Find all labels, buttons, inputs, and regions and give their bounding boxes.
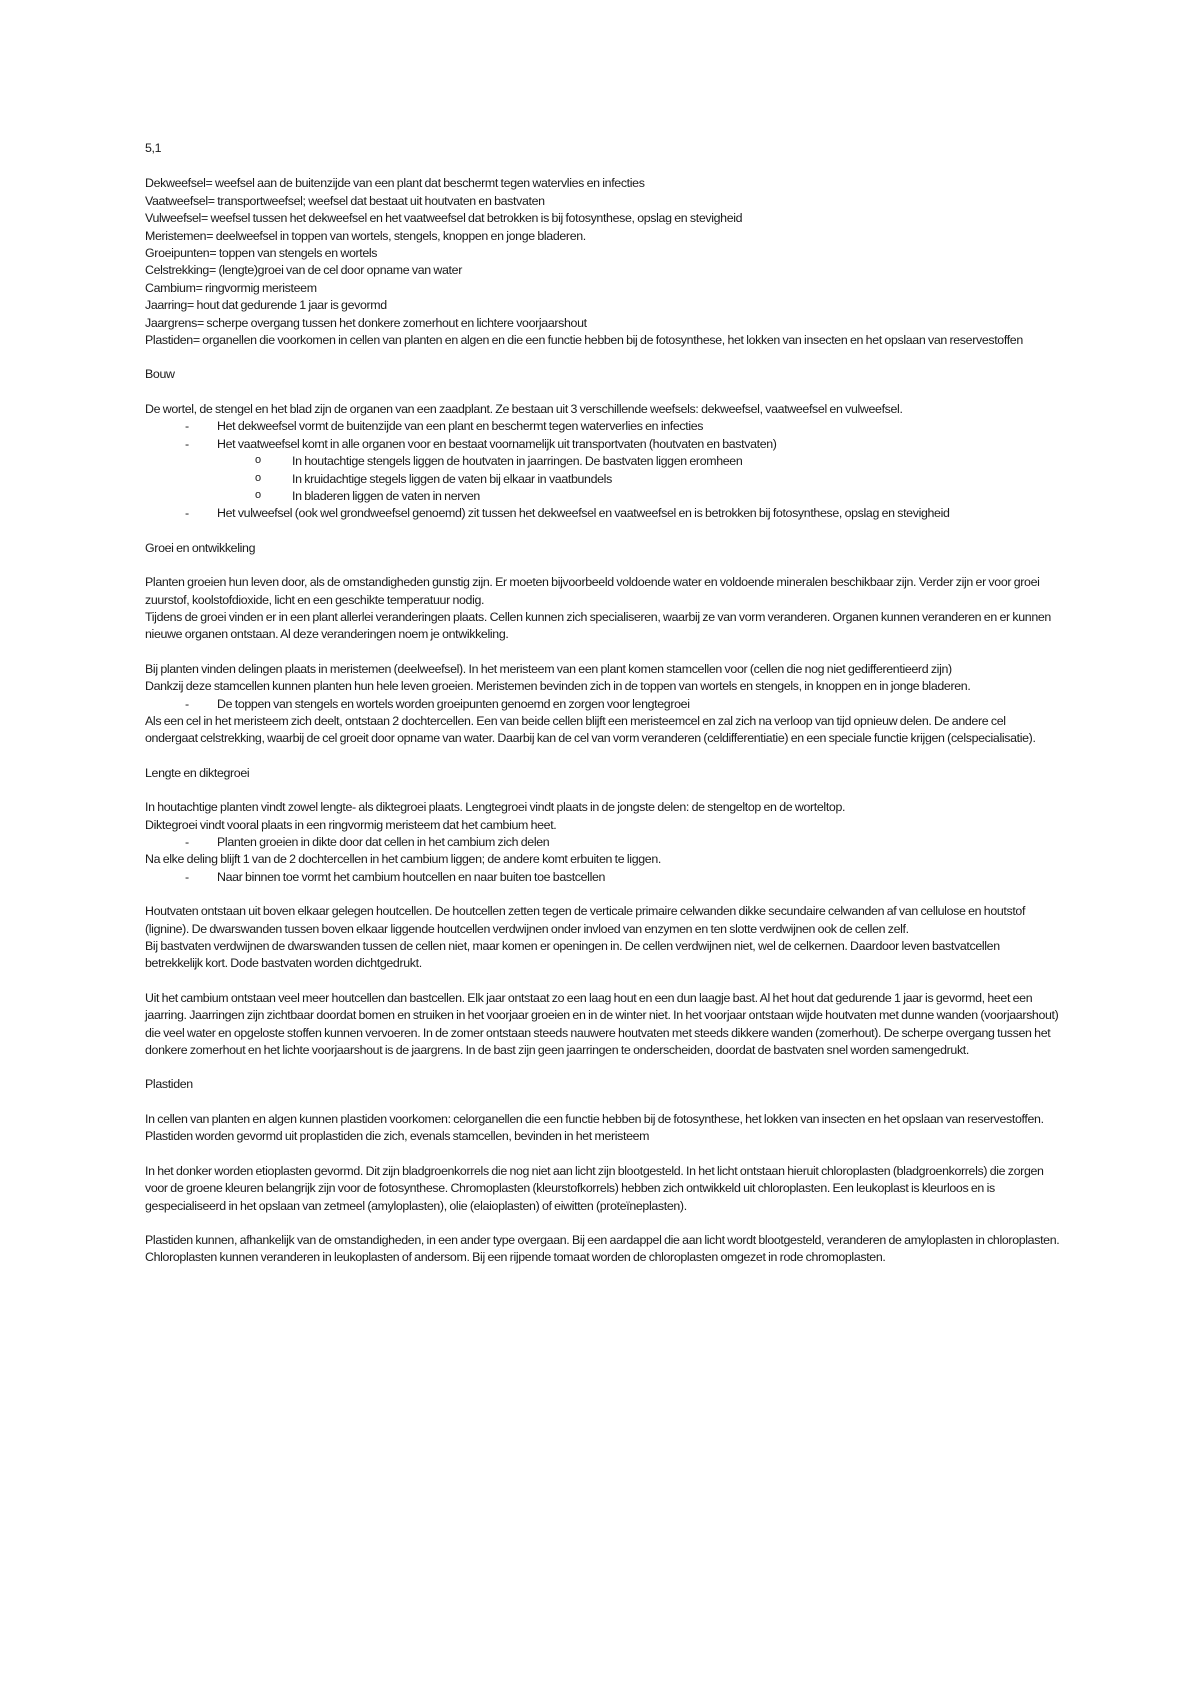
sub-list-item: o In kruidachtige stegels liggen de vaten bij elkaar in vaatbundels	[145, 471, 1060, 488]
page-number: 5,1	[145, 141, 162, 155]
paragraph: Diktegroei vindt vooral plaats in een ringvormig meristeem dat het cambium heet.	[145, 817, 557, 832]
document-body	[145, 140, 1060, 1267]
list-item	[145, 436, 1060, 453]
definition-line: Vaatweefsel= transportweefsel; weefsel dat bestaat uit houtvaten en bastvaten	[145, 193, 545, 208]
bouw-list	[145, 418, 1060, 453]
list-item: - Het vulweefsel (ook wel grondweefsel genoemd) zit tussen het dekweefsel en vaatweefsel en is betrokken bij fotosynthese, opslag en stevigheid	[145, 505, 1060, 522]
definition-line: Jaarring= hout dat gedurende 1 jaar is gevormd	[145, 298, 387, 313]
bouw-list-continued	[145, 505, 1060, 522]
paragraph: Houtvaten ontstaan uit boven elkaar gelegen houtcellen. De houtcellen zetten tegen de verticale primaire celwanden dikke secundaire celwanden af van cellulose en houtstof (lignine). De dwarswanden tussen boven elkaar liggende houtcellen verdwijnen onder invloed van enzymen en ten slotte verdwijnen ook de cellen zelf.	[145, 904, 1026, 936]
definition-line: Dekweefsel= weefsel aan de buitenzijde van een plant dat beschermt tegen watervlies en infecties	[145, 176, 645, 191]
paragraph: Uit het cambium ontstaan veel meer houtcellen dan bastcellen. Elk jaar ontstaat zo een laag hout en een dun laagje bast. Al het hout dat gedurende 1 jaar is gevormd, heet een jaarring. Jaarringen zijn zichtbaar doordat bomen en struiken in het voorjaar groeien en in de winter niet. In het voorjaar ontstaan wijde houtvaten met dunne wanden (voorjaarshout) die veel water en opgeloste stoffen kunnen vervoeren. In de zomer ontstaan steeds nauwere houtvaten met steeds dikkere wanden (zomerhout). De scherpe overgang tussen het donkere zomerhout en het lichte voorjaarshout is de jaargrens. In de bast zijn geen jaarringen te onderscheiden, doordat de bastvaten snel worden samengedrukt.	[145, 990, 1059, 1058]
paragraph: De wortel, de stengel en het blad zijn de organen van een zaadplant. Ze bestaan uit 3 verschillende weefsels: dekweefsel, vaatweefsel en vulweefsel.	[145, 401, 903, 416]
definitions-list	[145, 175, 1060, 349]
definition-line: Groeipunten= toppen van stengels en wortels	[145, 246, 378, 261]
paragraph: Dankzij deze stamcellen kunnen planten hun hele leven groeien. Meristemen bevinden zich in de toppen van wortels en stengels, in knoppen en in jonge bladeren.	[145, 679, 971, 694]
section-heading-groei: Groei en ontwikkeling	[145, 540, 256, 555]
paragraph: Bij planten vinden delingen plaats in meristemen (deelweefsel). In het meristeem van een plant komen stamcellen voor (cellen die nog niet gedifferentieerd zijn)	[145, 661, 952, 676]
list-item: - Het dekweefsel vormt de buitenzijde van een plant en beschermt tegen waterverlies en infecties	[145, 418, 1060, 435]
paragraph: In het donker worden etioplasten gevormd. Dit zijn bladgroenkorrels die nog niet aan licht zijn blootgesteld. In het licht ontstaan hieruit chloroplasten (bladgroenkorrels) die zorgen voor de groene kleuren belangrijk zijn voor de fotosynthese. Chromoplasten (kleurstofkorrels) hebben zich ontwikkeld uit chloroplasten. Een leukoplast is kleurloos en is gespecialiseerd in het opslaan van zetmeel (amyloplasten), olie (elaioplasten) of eiwitten (proteïneplasten).	[145, 1163, 1044, 1213]
lengte-list	[145, 834, 1060, 851]
section-heading-plastiden: Plastiden	[145, 1077, 193, 1092]
definition-line: Jaargrens= scherpe overgang tussen het donkere zomerhout en lichtere voorjaarshout	[145, 315, 587, 330]
groei-list	[145, 696, 1060, 713]
paragraph: Plastiden kunnen, afhankelijk van de omstandigheden, in een ander type overgaan. Bij een aardappel die aan licht wordt blootgesteld, veranderen de amyloplasten in chloroplasten. Chloroplasten kunnen veranderen in leukoplasten of andersom. Bij een rijpende tomaat worden de chloroplasten omgezet in rode chromoplasten.	[145, 1232, 1060, 1265]
list-item-text: Het vaatweefsel komt in alle organen voor en bestaat voornamelijk uit transportvaten (houtvaten en bastvaten)	[217, 436, 777, 451]
definition-line: Celstrekking= (lengte)groei van de cel door opname van water	[145, 263, 462, 278]
paragraph: Planten groeien hun leven door, als de omstandigheden gunstig zijn. Er moeten bijvoorbeeld voldoende water en voldoende mineralen beschikbaar zijn. Verder zijn er voor groei zuurstof, koolstofdioxide, licht en een geschikte temperatuur nodig.	[145, 575, 1040, 607]
sub-list-item: o In bladeren liggen de vaten in nerven	[145, 488, 1060, 505]
list-item: - Planten groeien in dikte door dat cellen in het cambium zich delen	[145, 834, 1060, 851]
definition-line: Plastiden= organellen die voorkomen in cellen van planten en algen en die een functie hebben bij de fotosynthese, het lokken van insecten en het opslaan van reservestoffen	[145, 333, 1023, 348]
section-heading-bouw: Bouw	[145, 367, 175, 382]
definition-line: Meristemen= deelweefsel in toppen van wortels, stengels, knoppen en jonge bladeren.	[145, 228, 586, 243]
paragraph: In cellen van planten en algen kunnen plastiden voorkomen: celorganellen die een functie hebben bij de fotosynthese, het lokken van insecten en het opslaan van reservestoffen. Plastiden worden gevormd uit proplastiden die zich, evenals stamcellen, bevinden in het meristeem	[145, 1111, 1044, 1144]
paragraph: Tijdens de groei vinden er in een plant allerlei veranderingen plaats. Cellen kunnen zich specialiseren, waarbij ze van vorm veranderen. Organen kunnen veranderen en er kunnen nieuwe organen ontstaan. Al deze veranderingen noem je ontwikkeling.	[145, 609, 1051, 642]
section-heading-lengte: Lengte en diktegroei	[145, 765, 250, 780]
definition-line: Vulweefsel= weefsel tussen het dekweefsel en het vaatweefsel dat betrokken is bij fotosynthese, opslag en stevigheid	[145, 211, 743, 226]
definition-line: Cambium= ringvormig meristeem	[145, 280, 317, 295]
paragraph: Als een cel in het meristeem zich deelt, ontstaan 2 dochtercellen. Een van beide cellen blijft een meristeemcel en zal zich na verloop van tijd opnieuw delen. De andere cel ondergaat celstrekking, waarbij de cel groeit door opname van water. Daarbij kan de cel van vorm veranderen (celdifferentiatie) en een speciale functie krijgen (celspecialisatie).	[145, 713, 1036, 746]
paragraph: Bij bastvaten verdwijnen de dwarswanden tussen de cellen niet, maar komen er openingen in. De cellen verdwijnen niet, wel de celkernen. Daardoor leven bastvatcellen betrekkelijk kort. Dode bastvaten worden dichtgedrukt.	[145, 939, 1000, 971]
list-item: - De toppen van stengels en wortels worden groeipunten genoemd en zorgen voor lengtegroei	[145, 696, 1060, 713]
sub-list-item: o In houtachtige stengels liggen de houtvaten in jaarringen. De bastvaten liggen eromheen	[145, 453, 1060, 470]
lengte-list-2	[145, 869, 1060, 886]
paragraph: Na elke deling blijft 1 van de 2 dochtercellen in het cambium liggen; de andere komt erbuiten te liggen.	[145, 852, 661, 867]
bouw-sublist	[145, 453, 1060, 505]
paragraph: In houtachtige planten vindt zowel lengte- als diktegroei plaats. Lengtegroei vindt plaats in de jongste delen: de stengeltop en de worteltop.	[145, 800, 846, 815]
list-item: - Naar binnen toe vormt het cambium houtcellen en naar buiten toe bastcellen	[145, 869, 1060, 886]
